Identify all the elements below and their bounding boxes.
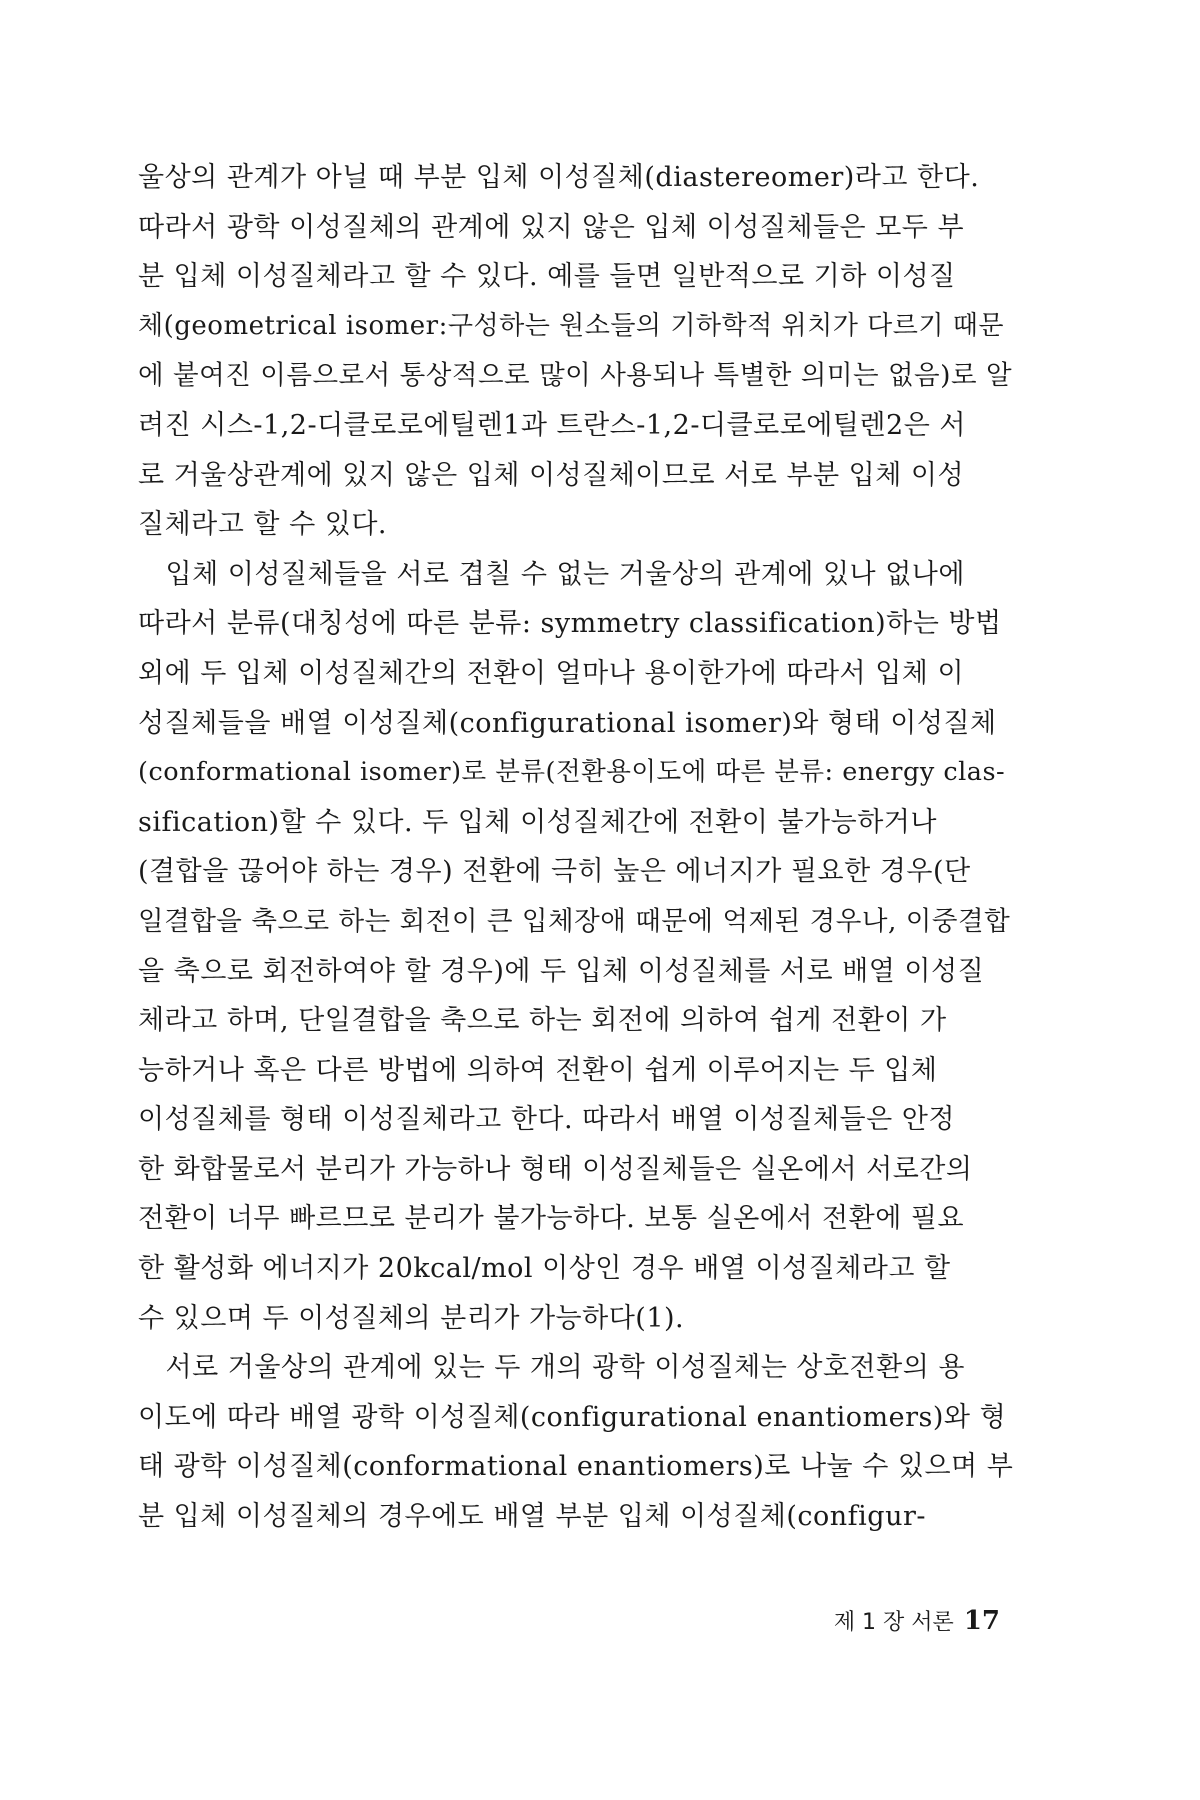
text-line: 로 거울상관계에 있지 않은 입체 이성질체이므로 서로 부분 입체 이성 — [138, 459, 965, 491]
text-line: 려진 시스-1,2-디클로로에틸렌1과 트란스-1,2-디클로로에틸렌2은 서 — [138, 409, 966, 441]
text-line: 이성질체를 형태 이성질체라고 한다. 따라서 배열 이성질체들은 안정 — [138, 1104, 955, 1136]
page-footer — [780, 1605, 1000, 1645]
text-line: 한 화합물로서 분리가 가능하나 형태 이성질체들은 실온에서 서로간의 — [138, 1153, 973, 1185]
text-line: 분 입체 이성질체의 경우에도 배열 부분 입체 이성질체(configur- — [138, 1501, 927, 1533]
text-line: 입체 이성질체들을 서로 겹칠 수 없는 거울상의 관계에 있나 없나에 — [138, 558, 965, 590]
text-line: 분 입체 이성질체라고 할 수 있다. 예를 들면 일반적으로 기하 이성질 — [138, 261, 956, 293]
text-line: 체(geometrical isomer:구성하는 원소들의 기하학적 위치가 다르기 때문 — [138, 310, 1005, 341]
text-line: 을 축으로 회전하여야 할 경우)에 두 입체 이성질체를 서로 배열 이성질 — [138, 955, 985, 987]
text-line: 에 붙여진 이름으로서 통상적으로 많이 사용되나 특별한 의미는 없음)로 알 — [138, 360, 1013, 392]
text-line: 서로 거울상의 관계에 있는 두 개의 광학 이성질체는 상호전환의 용 — [138, 1352, 965, 1384]
text-line: 따라서 분류(대칭성에 따른 분류: symmetry classification)하는 방법 — [138, 608, 1002, 640]
text-line: 울상의 관계가 아닐 때 부분 입체 이성질체(diastereomer)라고 한다. — [138, 162, 980, 193]
text-line: 태 광학 이성질체(conformational enantiomers)로 나눌 수 있으며 부 — [138, 1451, 1014, 1483]
page-number: 17 — [963, 1606, 1000, 1636]
text-line: 체라고 하며, 단일결합을 축으로 하는 회전에 의하여 쉽게 전환이 가 — [138, 1005, 947, 1037]
text-line: (conformational isomer)로 분류(전환용이도에 따른 분류: energy clas- — [138, 757, 1006, 788]
text-line: 이도에 따라 배열 광학 이성질체(configurational enantiomers)와 형 — [138, 1401, 1007, 1433]
text-line: 따라서 광학 이성질체의 관계에 있지 않은 입체 이성질체들은 모두 부 — [138, 211, 965, 243]
text-line: 성질체들을 배열 이성질체(configurational isomer)와 형태 이성질체 — [138, 707, 997, 739]
text-line: 외에 두 입체 이성질체간의 전환이 얼마나 용이한가에 따라서 입체 이 — [138, 657, 965, 689]
text-line: 수 있으며 두 이성질체의 분리가 가능하다(1). — [138, 1302, 685, 1334]
text-line: 전환이 너무 빠르므로 분리가 불가능하다. 보통 실온에서 전환에 필요 — [138, 1203, 965, 1235]
text-line: 한 활성화 에너지가 20kcal/mol 이상인 경우 배열 이성질체라고 할 — [138, 1253, 951, 1285]
chapter-title: 제 1 장 서론 — [833, 1610, 954, 1635]
text-line: sification)할 수 있다. 두 입체 이성질체간에 전환이 불가능하거나 — [138, 806, 937, 838]
text-line: 능하거나 혹은 다른 방법에 의하여 전환이 쉽게 이루어지는 두 입체 — [138, 1054, 938, 1086]
text-line: 일결합을 축으로 하는 회전이 큰 입체장애 때문에 억제된 경우나, 이중결합 — [138, 905, 1011, 937]
text-line: (결합을 끊어야 하는 경우) 전환에 극히 높은 에너지가 필요한 경우(단 — [138, 856, 971, 888]
text-line: 질체라고 할 수 있다. — [138, 509, 387, 541]
body-text — [138, 153, 1018, 1542]
